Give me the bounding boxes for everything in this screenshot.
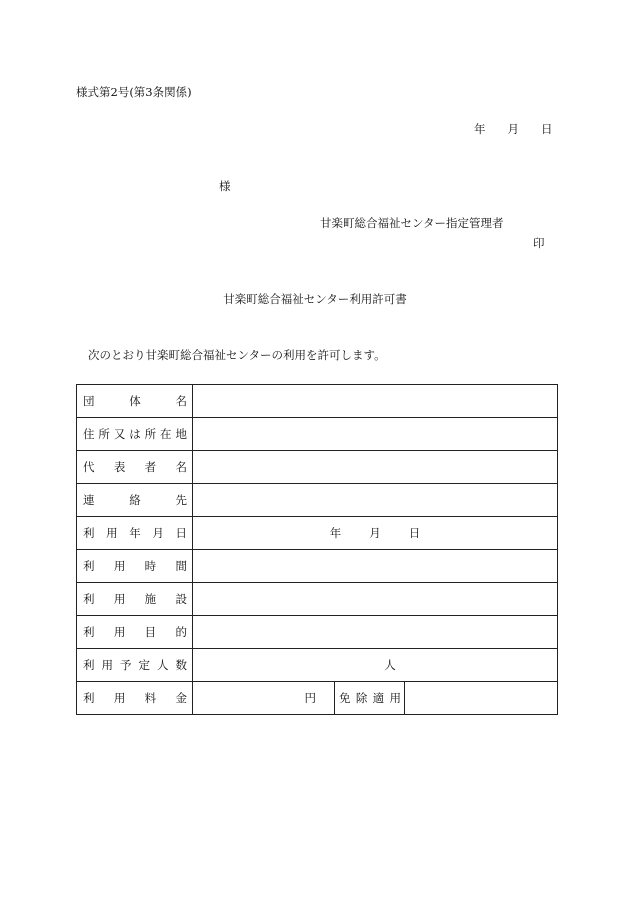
label-char: 間	[175, 559, 187, 573]
intro-text: 次のとおり甘楽町総合福祉センターの利用を許可します。	[88, 348, 386, 362]
label-char: 連	[83, 493, 95, 507]
document-title: 甘楽町総合福祉センター利用許可書	[223, 292, 407, 306]
row-label	[77, 385, 193, 418]
expected-people-field[interactable]	[193, 649, 558, 682]
label-char: 除	[355, 691, 368, 705]
label-char: 利	[83, 526, 95, 540]
label-char: 設	[175, 592, 187, 606]
label-char: 人	[157, 658, 169, 672]
label-char: 適	[372, 691, 385, 705]
recipient-honorific: 様	[219, 179, 231, 193]
table-row	[77, 550, 558, 583]
label-char: 利	[83, 658, 95, 672]
label-char: 用	[106, 526, 118, 540]
fee-field[interactable]	[193, 682, 335, 715]
label-usage-date	[83, 525, 187, 541]
label-purpose	[83, 624, 187, 640]
row-label	[77, 649, 193, 682]
address-field[interactable]	[193, 418, 558, 451]
label-char: 又	[113, 427, 126, 441]
label-char: 用	[113, 625, 126, 639]
label-char: 在	[160, 427, 172, 441]
label-char: 定	[138, 658, 150, 672]
table-row	[77, 583, 558, 616]
yen-unit: 円	[304, 691, 316, 705]
label-char: 者	[144, 460, 157, 474]
row-label	[77, 517, 193, 550]
label-fee	[83, 690, 187, 706]
table-row	[77, 649, 558, 682]
label-usage-time	[83, 558, 187, 574]
table-row	[77, 418, 558, 451]
label-char: 月	[152, 526, 164, 540]
issuer-name: 甘楽町総合福祉センター指定管理者	[320, 216, 504, 230]
date-month: 月	[507, 122, 519, 136]
issue-date	[474, 122, 553, 136]
usage-date-month: 月	[369, 526, 381, 540]
label-char: 利	[83, 559, 95, 573]
label-char: 所	[144, 427, 157, 441]
label-address	[83, 426, 187, 442]
label-char: 名	[175, 460, 187, 474]
label-char: 所	[98, 427, 110, 441]
representative-field[interactable]	[193, 451, 558, 484]
label-char: 体	[129, 394, 141, 408]
label-char: 金	[175, 691, 187, 705]
label-char: 日	[175, 526, 187, 540]
label-char: 的	[175, 625, 187, 639]
contact-field[interactable]	[193, 484, 558, 517]
form-number: 様式第2号(第3条関係)	[76, 85, 192, 99]
label-char: 予	[120, 658, 132, 672]
table-row	[77, 682, 558, 715]
label-char: は	[129, 427, 141, 441]
label-char: 利	[83, 691, 95, 705]
row-label	[77, 484, 193, 517]
label-char: 料	[144, 691, 157, 705]
label-char: 用	[101, 658, 113, 672]
label-expected-people	[83, 657, 187, 673]
usage-date-field[interactable]	[193, 517, 558, 550]
permit-table	[76, 384, 558, 715]
row-label	[77, 583, 193, 616]
exemption-label	[339, 690, 401, 706]
label-group-name	[83, 393, 187, 409]
facility-field[interactable]	[193, 583, 558, 616]
label-char: 住	[83, 427, 95, 441]
label-char: 数	[175, 658, 187, 672]
date-year: 年	[474, 122, 486, 136]
people-unit: 人	[384, 658, 396, 672]
label-char: 利	[83, 592, 95, 606]
table-row	[77, 484, 558, 517]
table-row	[77, 616, 558, 649]
table-row	[77, 451, 558, 484]
purpose-field[interactable]	[193, 616, 558, 649]
row-label	[77, 418, 193, 451]
label-char: 用	[389, 691, 401, 705]
row-label	[77, 451, 193, 484]
table-row	[77, 517, 558, 550]
exemption-field[interactable]	[405, 682, 558, 715]
exemption-label-cell	[335, 682, 405, 715]
label-char: 時	[144, 559, 157, 573]
label-representative	[83, 459, 187, 475]
row-label	[77, 616, 193, 649]
label-char: 施	[144, 592, 157, 606]
label-char: 用	[113, 691, 126, 705]
row-label	[77, 682, 193, 715]
label-contact	[83, 492, 187, 508]
label-char: 絡	[129, 493, 141, 507]
label-char: 団	[83, 394, 95, 408]
label-char: 表	[113, 460, 126, 474]
usage-date-day: 日	[408, 526, 421, 540]
label-facility	[83, 591, 187, 607]
label-char: 年	[129, 526, 141, 540]
label-char: 目	[144, 625, 157, 639]
label-char: 利	[83, 625, 95, 639]
usage-time-field[interactable]	[193, 550, 558, 583]
usage-date-year: 年	[329, 526, 342, 540]
label-char: 免	[339, 691, 351, 705]
label-char: 用	[113, 559, 126, 573]
label-char: 名	[175, 394, 187, 408]
label-char: 地	[175, 427, 187, 441]
table-row	[77, 385, 558, 418]
label-char: 代	[83, 460, 95, 474]
seal-mark: 印	[533, 236, 545, 250]
row-label	[77, 550, 193, 583]
label-char: 用	[113, 592, 126, 606]
group-name-field[interactable]	[193, 385, 558, 418]
label-char: 先	[175, 493, 187, 507]
date-day: 日	[541, 122, 553, 136]
